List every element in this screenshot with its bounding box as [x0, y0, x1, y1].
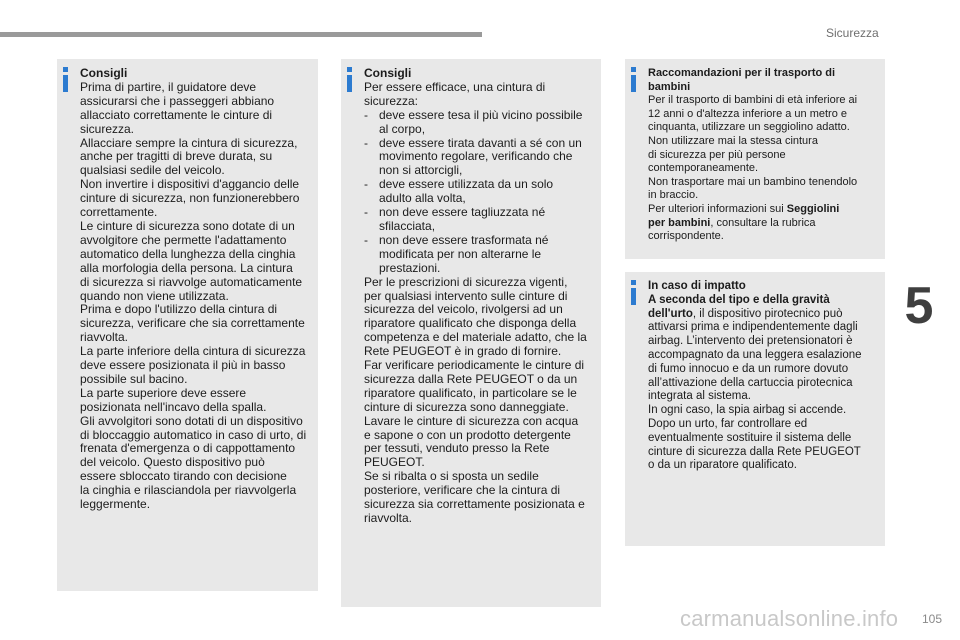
text-line: sicurezza:	[364, 93, 419, 108]
text-line: leggermente.	[80, 497, 151, 512]
text-line: Per il trasporto di bambini di età inferiore ai	[648, 94, 858, 107]
advice-box-2	[341, 59, 601, 607]
ref-suffix: , consultare la rubrica	[710, 216, 816, 229]
bullet-text	[379, 109, 600, 137]
text-line: automatico della lunghezza della cinghia	[80, 246, 296, 261]
text-line: Per le prescrizioni di sicurezza vigenti,	[364, 274, 568, 289]
text-line: Allacciare sempre la cintura di sicurezza,	[80, 135, 298, 150]
text-line: integrata al sistema.	[648, 390, 751, 403]
child-transport-ref-2	[648, 217, 884, 231]
text-line: per qualsiasi intervento sulle cinture di	[364, 288, 568, 303]
text-line: non si attorcigli,	[379, 163, 463, 178]
text-line: quando non viene utilizzata.	[80, 288, 229, 303]
text-line: non deve essere trasformata né	[379, 232, 549, 247]
info-icon	[631, 67, 636, 92]
text-line: qualsiasi sedile del veicolo.	[80, 163, 225, 178]
bullet-dash: -	[364, 205, 368, 220]
section-title: Sicurezza	[826, 26, 879, 40]
text-line: non deve essere tagliuzzata né	[379, 205, 546, 220]
text-line: Dopo un urto, far controllare ed	[648, 417, 808, 430]
text-line: In ogni caso, la spia airbag si accende.	[648, 404, 847, 417]
impact-text	[648, 280, 884, 473]
text-line: in braccio.	[648, 189, 699, 202]
advice-box-2-title: Consigli	[364, 66, 412, 80]
bullet-item	[364, 178, 600, 206]
watermark: carmanualsonline.info	[680, 606, 899, 631]
bullet-dash: -	[364, 177, 368, 192]
text-line: possibile sul bacino.	[80, 371, 188, 386]
advice-box-2-outro	[364, 276, 600, 526]
text-line: deve essere utilizzata da un solo	[379, 177, 554, 192]
text-line: al corpo,	[379, 121, 426, 136]
text-line: Prima di partire, il guidatore deve	[80, 79, 257, 94]
advice-box-1-title: Consigli	[80, 66, 128, 80]
ref-last: corrispondente.	[648, 230, 724, 243]
text-line: Raccomandazioni per il trasporto di	[648, 67, 836, 79]
text-line: frenata d'emergenza o di cappottamento	[80, 441, 296, 456]
text-line: prestazioni.	[379, 260, 441, 275]
text-line: modificata per non alterarne le	[379, 246, 542, 261]
text-line: cinquanta, utilizzare un seggiolino adatto.	[648, 121, 850, 134]
advice-box-1-lines	[80, 81, 316, 512]
bullet-item	[364, 234, 600, 276]
text-line: di sicurezza per più persone	[648, 148, 786, 161]
text-line: Non trasportare mai un bambino tenendolo	[648, 175, 858, 188]
impact-title: In caso di impatto	[648, 280, 746, 292]
ref-prefix: Per ulteriori informazioni sui	[648, 202, 787, 215]
text-line: Far verificare periodicamente le cinture di	[364, 358, 585, 373]
text-line: all’attivazione della cartuccia pirotecnica	[648, 376, 853, 389]
text-line: la cinghia e rilasciandola per riavvolgerla	[80, 483, 297, 498]
text-line: Prima e dopo l'utilizzo della cintura di	[80, 302, 278, 317]
text-line: PEUGEOT.	[364, 455, 425, 470]
text-line: di sicurezza si riavvolge automaticamente	[80, 274, 303, 289]
advice-box-2-intro	[364, 81, 600, 109]
text-line: deve essere tirata davanti a sé con un	[379, 135, 582, 150]
text-line: di bloccaggio automatico in caso di urto, di	[80, 427, 307, 442]
text-line: sicurezza sia correttamente posizionata e	[364, 497, 585, 512]
bullet-dash: -	[364, 232, 368, 247]
text-line: eventualmente sostituire il sistema delle	[648, 431, 852, 444]
child-transport-title	[648, 67, 884, 94]
text-line: posteriore, verificare che la cintura di	[364, 483, 561, 498]
bullet-dash: -	[364, 135, 368, 150]
text-line: per tessuti, venduto presso la Rete	[364, 441, 550, 456]
advice-box-2-bullets	[364, 109, 600, 276]
bullet-item	[364, 109, 600, 137]
text-line: cinture di sicurezza dalla Rete PEUGEOT	[648, 445, 861, 458]
text-line: sicurezza del veicolo, rivolgersi ad un	[364, 302, 563, 317]
text-line: La parte superiore deve essere	[80, 385, 247, 400]
text-line: essere sbloccato tirando con decisione	[80, 469, 287, 484]
info-icon	[631, 280, 636, 305]
text-line: 12 anni o d'altezza inferiore a un metro e	[648, 107, 847, 120]
text-line: correttamente.	[80, 205, 158, 220]
text-line: anche per tragitti di breve durata, su	[80, 149, 273, 164]
text-line: Per essere efficace, una cintura di	[364, 79, 546, 94]
impact-lead-bold: dell'urto	[648, 307, 693, 320]
text-line: deve essere posizionata il più in basso	[80, 358, 286, 373]
impact-lead-rest: , il dispositivo pirotecnico può	[692, 307, 843, 320]
text-line: Lavare le cinture di sicurezza con acqua	[364, 413, 579, 428]
advice-box-1	[57, 59, 318, 591]
text-line: accompagnato da una leggera esalazione	[648, 348, 862, 361]
text-line: e sapone o con un prodotto detergente	[364, 427, 571, 442]
ref-bold-1: Seggiolini	[786, 202, 840, 215]
text-line: assicurarsi che i passeggeri abbiano	[80, 93, 275, 108]
impact-lines	[648, 321, 884, 473]
info-icon	[347, 67, 352, 92]
page-number: 105	[922, 612, 943, 626]
text-line: alla morfologia della persona. La cintura	[80, 260, 293, 275]
text-line: sicurezza, verificare che sia correttamente	[80, 316, 305, 331]
text-line: La parte inferiore della cintura di sicurezza	[80, 344, 306, 359]
text-line: Rete PEUGEOT è in grado di fornire.	[364, 344, 562, 359]
text-line: attivarsi prima e indipendentemente dagli	[648, 321, 858, 334]
text-line: contemporaneamente.	[648, 162, 759, 175]
chapter-number: 5	[904, 277, 934, 335]
child-transport-text	[648, 67, 884, 244]
text-line: sfilacciata,	[379, 218, 436, 233]
advice-box-1-text	[80, 67, 316, 512]
text-line: Le cinture di sicurezza sono dotate di un	[80, 218, 295, 233]
child-transport-lines	[648, 94, 884, 203]
text-line: riavvolta.	[364, 511, 413, 525]
advice-box-2-text	[364, 67, 600, 526]
text-line: di fumo innocuo e da un rumore dovuto	[648, 362, 849, 375]
bullet-dash: -	[364, 107, 368, 122]
chapter-tab	[889, 270, 960, 360]
text-line: o da un riparatore qualificato.	[648, 459, 797, 472]
child-transport-ref	[648, 203, 884, 217]
text-line: adulto alla volta,	[379, 191, 466, 206]
text-line: Se si ribalta o si sposta un sedile	[364, 469, 539, 484]
text-line: allacciato correttamente le cinture di	[80, 107, 273, 122]
text-line: competenza e del materiale adatto, che la	[364, 330, 587, 345]
bullet-item	[364, 206, 600, 234]
text-line: riparatore qualificato, in particolare se le	[364, 385, 577, 400]
header-rule	[0, 32, 482, 37]
bullet-text	[379, 137, 600, 179]
text-line: cinture di sicurezza sono danneggiate.	[364, 399, 569, 414]
text-line: Non utilizzare mai la stessa cintura	[648, 134, 818, 147]
text-line: Gli avvolgitori sono dotati di un dispositivo	[80, 413, 303, 428]
bullet-text	[379, 234, 600, 276]
text-line: cinture di sicurezza, non funzionerebbero	[80, 191, 300, 206]
child-transport-box	[625, 59, 885, 259]
text-line: riavvolta.	[80, 330, 129, 345]
bullet-text	[379, 206, 600, 234]
text-line: sicurezza dalla Rete PEUGEOT o da un	[364, 371, 578, 386]
text-line: avvolgitore che permette l'adattamento	[80, 232, 287, 247]
text-line: Non invertire i dispositivi d'aggancio delle	[80, 177, 300, 192]
text-line: riparatore qualificato che disponga della	[364, 316, 577, 331]
text-line: deve essere tesa il più vicino possibile	[379, 107, 583, 122]
ref-bold-2: per bambini	[648, 216, 711, 229]
bullet-item	[364, 137, 600, 179]
impact-lead	[648, 308, 884, 322]
text-line: movimento regolare, verificando che	[379, 149, 573, 164]
text-line: airbag. L’intervento dei pretensionatori è	[648, 335, 853, 348]
info-icon	[63, 67, 68, 92]
impact-box	[625, 272, 885, 546]
text-line: sicurezza.	[80, 121, 135, 136]
text-line: del veicolo. Questo dispositivo può	[80, 455, 265, 470]
text-line: bambini	[648, 80, 691, 93]
impact-subtitle: A seconda del tipo e della gravità	[648, 293, 830, 306]
text-line: posizionata nell'incavo della spalla.	[80, 399, 267, 414]
bullet-text	[379, 178, 600, 206]
